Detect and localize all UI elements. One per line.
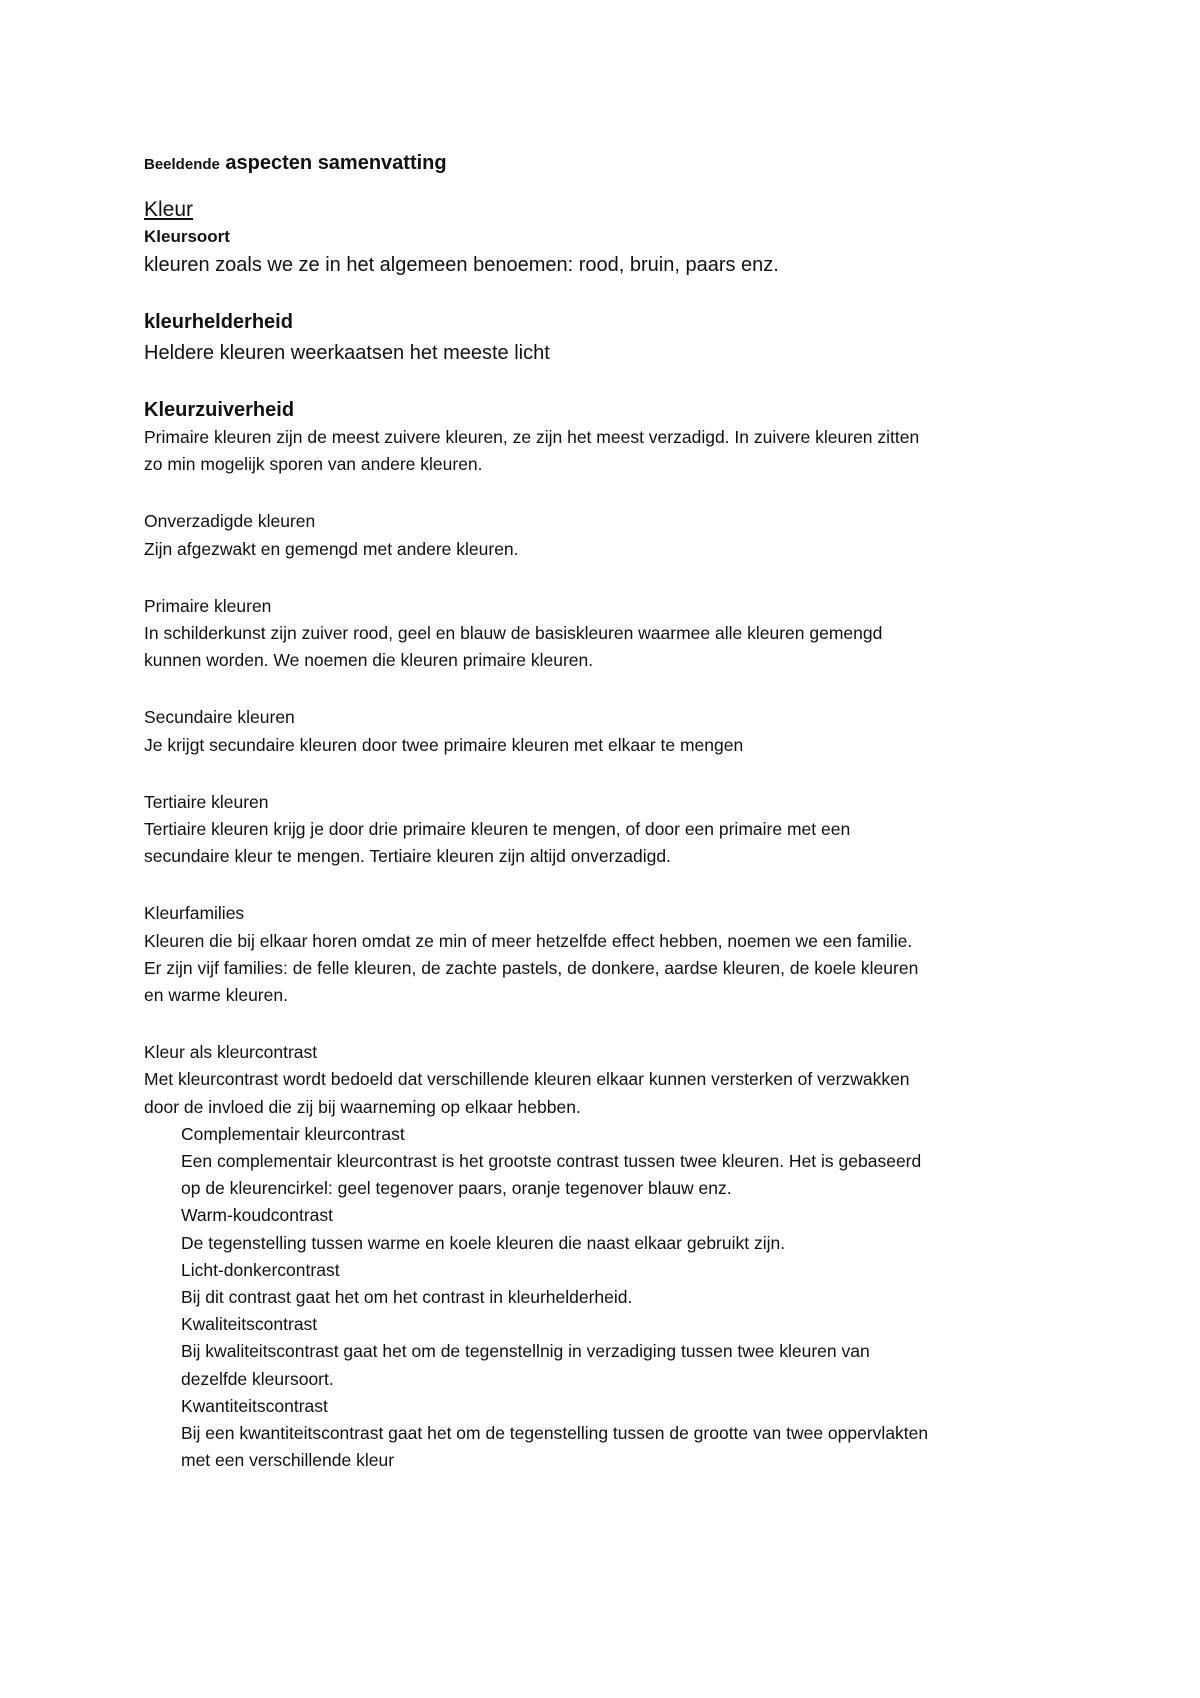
block-heading: Kleurfamilies bbox=[144, 903, 245, 924]
contrast-heading: Kwaliteitscontrast bbox=[181, 1314, 318, 1335]
kleurhelderheid-text: Heldere kleuren weerkaatsen het meeste licht bbox=[144, 342, 550, 364]
block-text-line: Zijn afgezwakt en gemengd met andere kleuren. bbox=[144, 538, 519, 559]
block-text-line: Met kleurcontrast wordt bedoeld dat verschillende kleuren elkaar kunnen versterken of verzwakken bbox=[144, 1069, 910, 1090]
block-heading: Secundaire kleuren bbox=[144, 707, 295, 728]
contrast-text-line: met een verschillende kleur bbox=[181, 1450, 395, 1471]
contrast-text-line: dezelfde kleursoort. bbox=[181, 1368, 334, 1389]
topic-blocks bbox=[144, 478, 1064, 1120]
contrast-list bbox=[144, 1121, 1064, 1475]
kleurzuiverheid-line: Primaire kleuren zijn de meest zuivere kleuren, ze zijn het meest verzadigd. In zuivere kleuren zitten bbox=[144, 427, 920, 447]
contrast-heading: Kwantiteitscontrast bbox=[181, 1395, 328, 1416]
contrast-text-line: Bij kwaliteitscontrast gaat het om de tegenstellnig in verzadiging tussen twee kleuren van bbox=[181, 1341, 870, 1362]
block-text-line: Er zijn vijf families: de felle kleuren, de zachte pastels, de donkere, aardse kleuren, de koele kleuren bbox=[144, 957, 919, 978]
block-heading: Onverzadigde kleuren bbox=[144, 511, 316, 532]
block-heading: Primaire kleuren bbox=[144, 595, 272, 616]
contrast-text-line: De tegenstelling tussen warme en koele kleuren die naast elkaar gebruikt zijn. bbox=[181, 1232, 786, 1253]
block-text-line: kunnen worden. We noemen die kleuren primaire kleuren. bbox=[144, 650, 594, 671]
block-text-line: Je krijgt secundaire kleuren door twee primaire kleuren met elkaar te mengen bbox=[144, 734, 744, 755]
kleurhelderheid-heading: kleurhelderheid bbox=[144, 311, 293, 333]
contrast-heading: Licht-donkercontrast bbox=[181, 1259, 340, 1280]
block-text-line: door de invloed die zij bij waarneming op elkaar hebben. bbox=[144, 1096, 581, 1117]
document-page bbox=[144, 142, 1064, 1475]
contrast-heading: Warm-koudcontrast bbox=[181, 1205, 334, 1226]
contrast-text-line: Een complementair kleurcontrast is het grootste contrast tussen twee kleuren. Het is gebaseerd bbox=[181, 1151, 922, 1172]
block-text-line: secundaire kleur te mengen. Tertiaire kleuren zijn altijd onverzadigd. bbox=[144, 846, 671, 867]
block-text-line: Tertiaire kleuren krijg je door drie primaire kleuren te mengen, of door een primaire met een bbox=[144, 819, 851, 840]
document-title-part1: Beeldende bbox=[144, 156, 220, 173]
document-title-part2: aspecten samenvatting bbox=[225, 152, 447, 174]
block-text-line: en warme kleuren. bbox=[144, 985, 288, 1006]
contrast-text-line: Bij dit contrast gaat het om het contrast in kleurhelderheid. bbox=[181, 1287, 633, 1308]
kleursoort-heading: Kleursoort bbox=[144, 227, 230, 246]
block-heading: Tertiaire kleuren bbox=[144, 791, 269, 812]
kleurzuiverheid-line: zo min mogelijk sporen van andere kleuren. bbox=[144, 454, 483, 475]
section-heading-kleur: Kleur bbox=[144, 198, 194, 221]
contrast-text-line: Bij een kwantiteitscontrast gaat het om de tegenstelling tussen de grootte van twee oppervlakten bbox=[181, 1423, 929, 1444]
contrast-heading: Complementair kleurcontrast bbox=[181, 1123, 405, 1144]
block-text-line: In schilderkunst zijn zuiver rood, geel en blauw de basiskleuren waarmee alle kleuren gemengd bbox=[144, 623, 883, 644]
contrast-text-line: op de kleurencirkel: geel tegenover paars, oranje tegenover blauw enz. bbox=[181, 1178, 732, 1199]
block-heading: Kleur als kleurcontrast bbox=[144, 1042, 318, 1063]
block-text-line: Kleuren die bij elkaar horen omdat ze min of meer hetzelfde effect hebben, noemen we een familie. bbox=[144, 930, 913, 951]
kleurzuiverheid-heading: Kleurzuiverheid bbox=[144, 399, 295, 421]
kleursoort-text: kleuren zoals we ze in het algemeen benoemen: rood, bruin, paars enz. bbox=[144, 254, 779, 276]
document-title bbox=[144, 142, 1064, 186]
